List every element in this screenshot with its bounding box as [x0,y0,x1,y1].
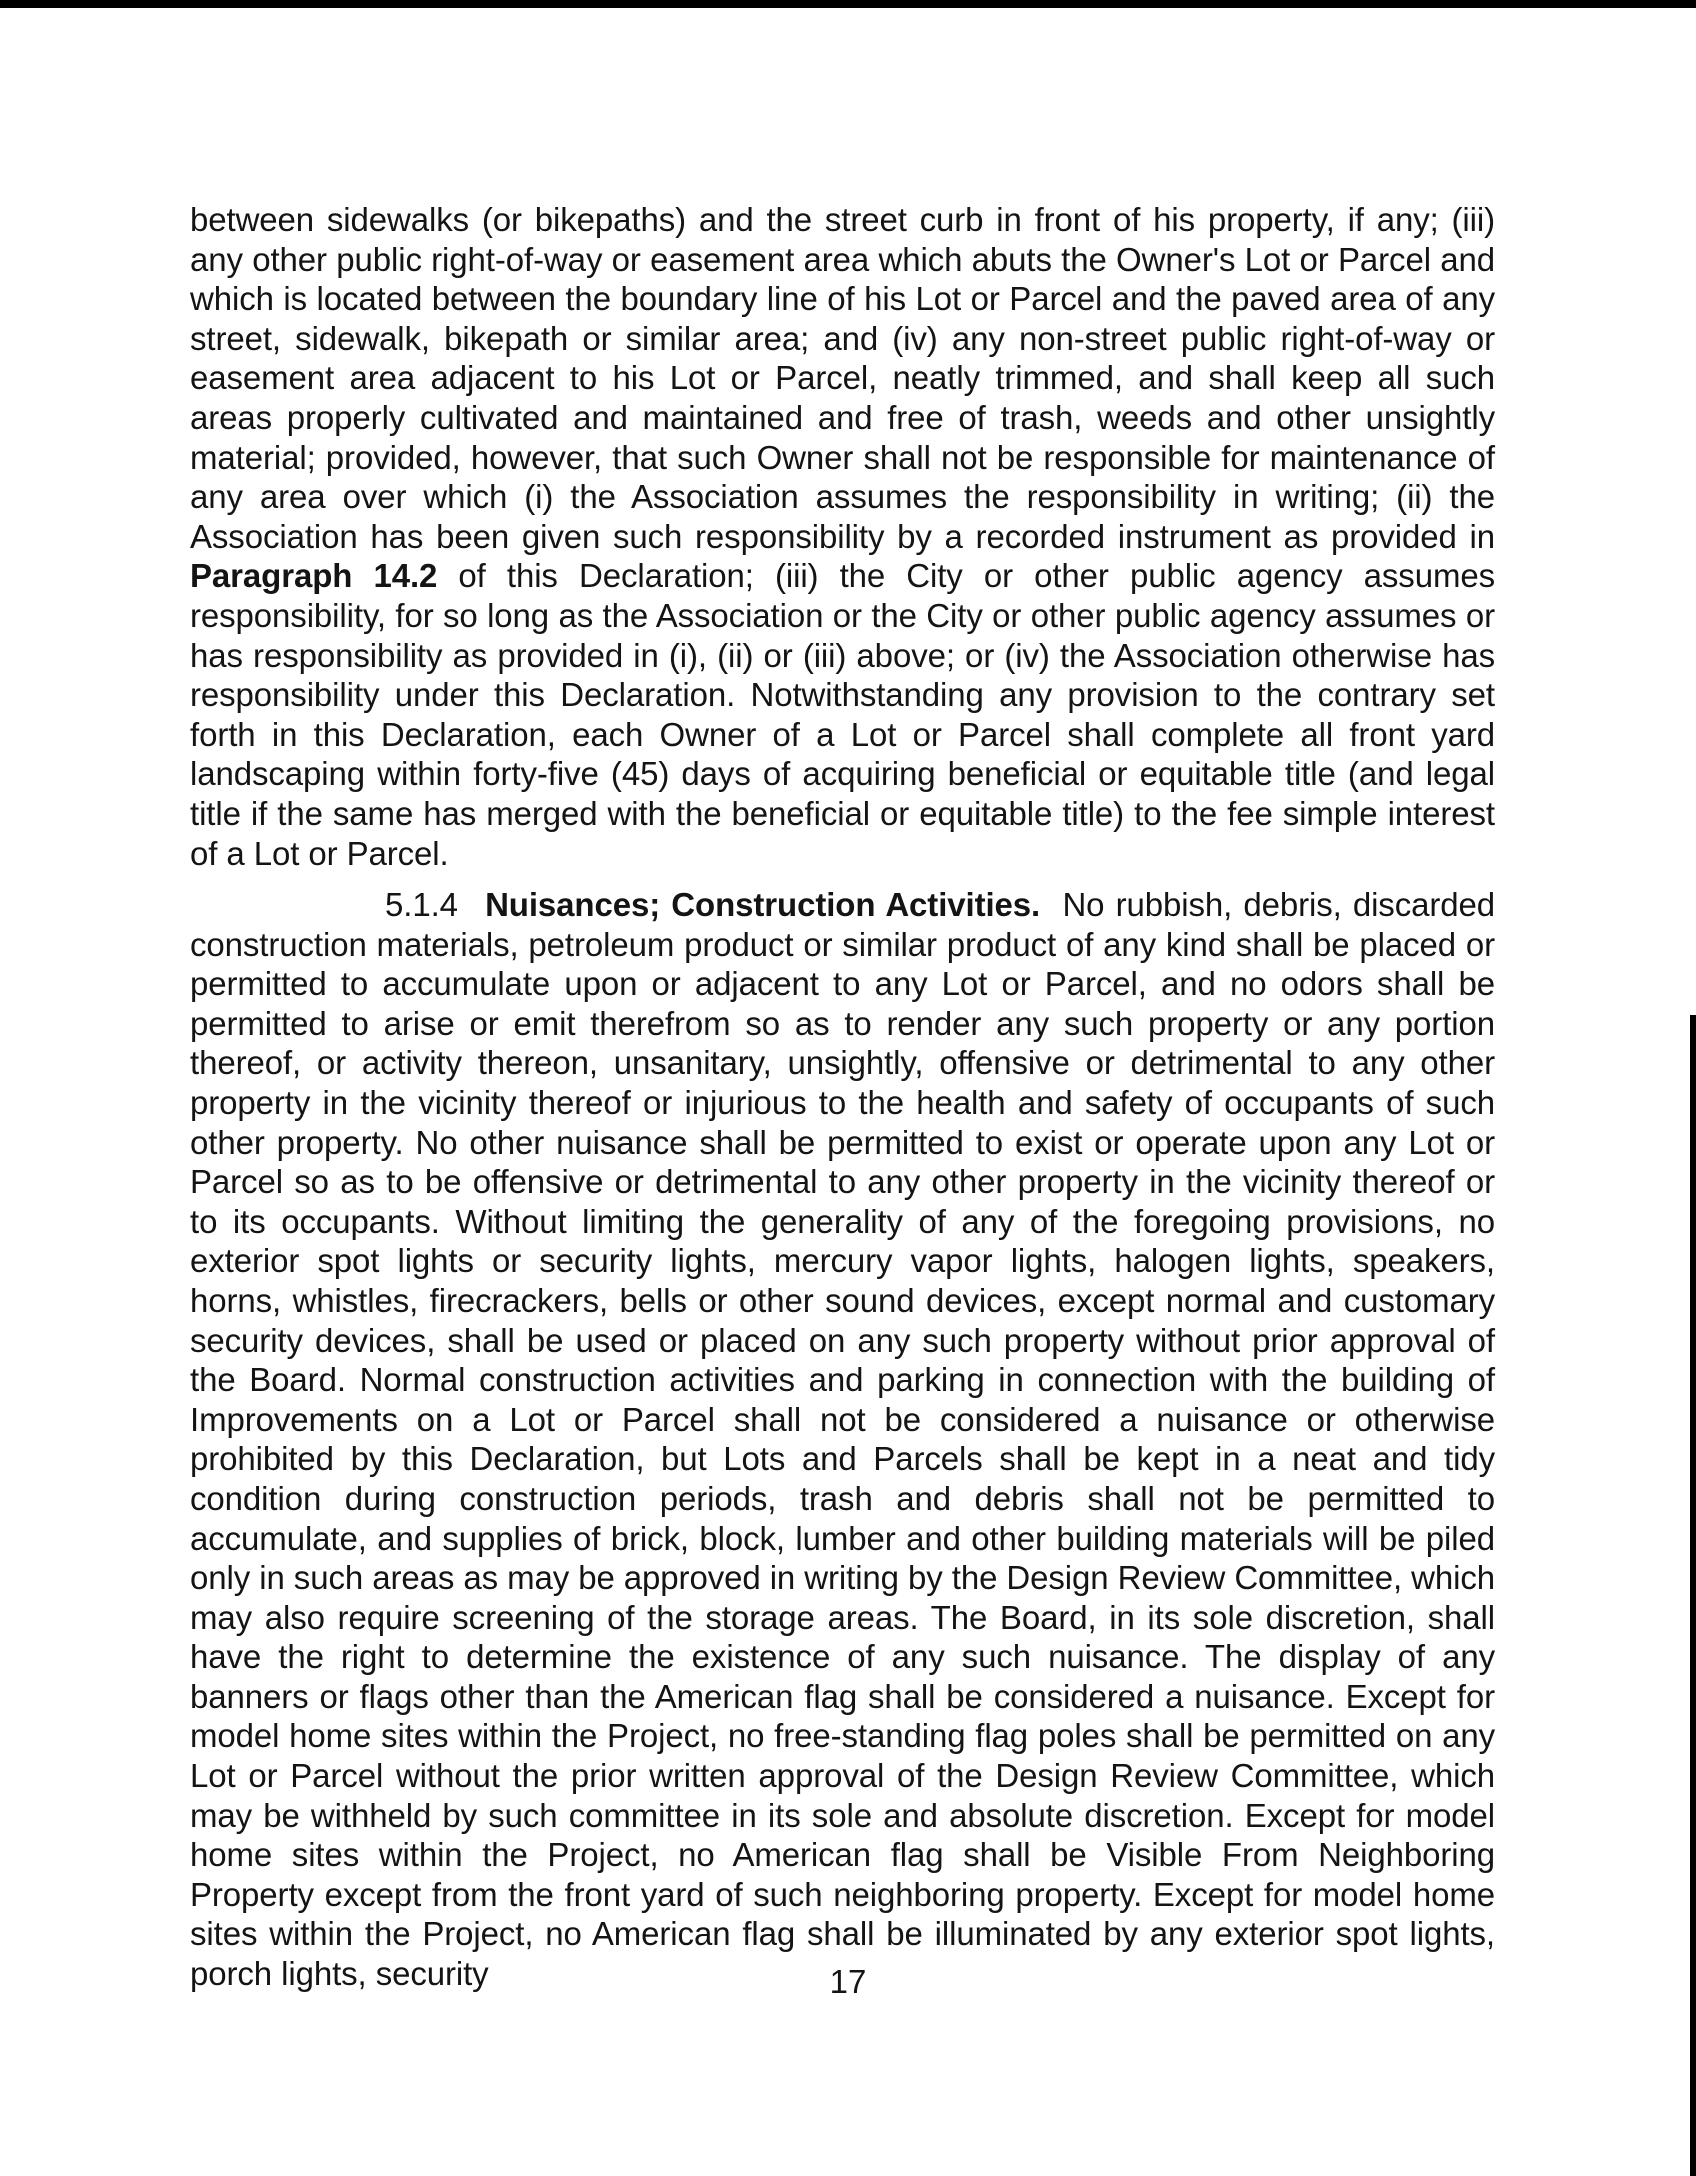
section-number: 5.1.4 [385,886,458,923]
paragraph-reference: Paragraph 14.2 [190,557,438,595]
paragraph-text-start: between sidewalks (or bikepaths) and the street curb in front of his property, if any; (iii) any other public right-of-way or easement area which abuts the Owner's Lot or Parcel and which is located between the boundary line of his Lot or Parcel and the paved area of any street, sidewalk, bikepath or similar area; and (iv) any non-street public right-of-way or easement area adjacent to his Lot or Parcel, neatly trimmed, and shall keep all such areas properly cultivated and maintained and free of trash, weeds and other unsightly material; provided, however, that such Owner shall not be responsible for maintenance of any area over which (i) the Association assumes the responsibility in writing; (ii) the Association has been given such responsibility by a recorded instrument as provided in [190,201,1495,555]
page-number: 17 [829,1963,867,2000]
scan-border-top [0,0,1696,8]
paragraph-continuation [190,200,1495,873]
section-body: No rubbish, debris, discarded construction materials, petroleum product or similar product of any kind shall be placed or permitted to accumulate upon or adjacent to any Lot or Parcel, and no odors shall be permitted to arise or emit therefrom so as to render any such property or any portion thereof, or activity thereon, unsanitary, unsightly, offensive or detrimental to any other property in the vicinity thereof or injurious to the health and safety of occupants of such other property. No other nuisance shall be permitted to exist or operate upon any Lot or Parcel so as to be offensive or detrimental to any other property in the vicinity thereof or to its occupants. Without limiting the generality of any of the foregoing provisions, no exterior spot lights or security lights, mercury vapor lights, halogen lights, speakers, horns, whistles, firecrackers, bells or other sound devices, except normal and customary security devices, shall be used or placed on any such property without prior approval of the Board. Normal construction activities and parking in connection with the building of Improvements on a Lot or Parcel shall not be considered a nuisance or otherwise prohibited by this Declaration, but Lots and Parcels shall be kept in a neat and tidy condition during construction periods, trash and debris shall not be permitted to accumulate, and supplies of brick, block, lumber and other building materials will be piled only in such areas as may be approved in writing by the Design Review Committee, which may also require screening of the storage areas. The Board, in its sole discretion, shall have the right to determine the existence of any such nuisance. The display of any banners or flags other than the American flag shall be considered a nuisance. Except for model home sites within the Project, no free-standing flag poles shall be permitted on any Lot or Parcel without the prior written approval of the Design Review Committee, which may be withheld by such committee in its sole and absolute discretion. Except for model home sites within the Project, no American flag shall be Visible From Neighboring Property except from the front yard of such neighboring property. Except for model home sites within the Project, no American flag shall be illuminated by any exterior spot lights, porch lights, security [190,886,1496,1993]
paragraph-text-end: of this Declaration; (iii) the City or other public agency assumes responsibility, for so long as the Association or the City or other public agency assumes or has responsibility as provided in (i), (ii) or (iii) above; or (iv) the Association otherwise has responsibility under this Declaration. Notwithstanding any provision to the contrary set forth in this Declaration, each Owner of a Lot or Parcel shall complete all front yard landscaping within forty-five (45) days of acquiring beneficial or equitable title (and legal title if the same has merged with the beneficial or equitable title) to the fee simple interest of a Lot or Parcel. [190,557,1495,872]
section-heading: Nuisances; Construction Activities. [485,886,1041,923]
section-5-1-4 [190,885,1495,1994]
scan-border-right [1690,1015,1696,2176]
